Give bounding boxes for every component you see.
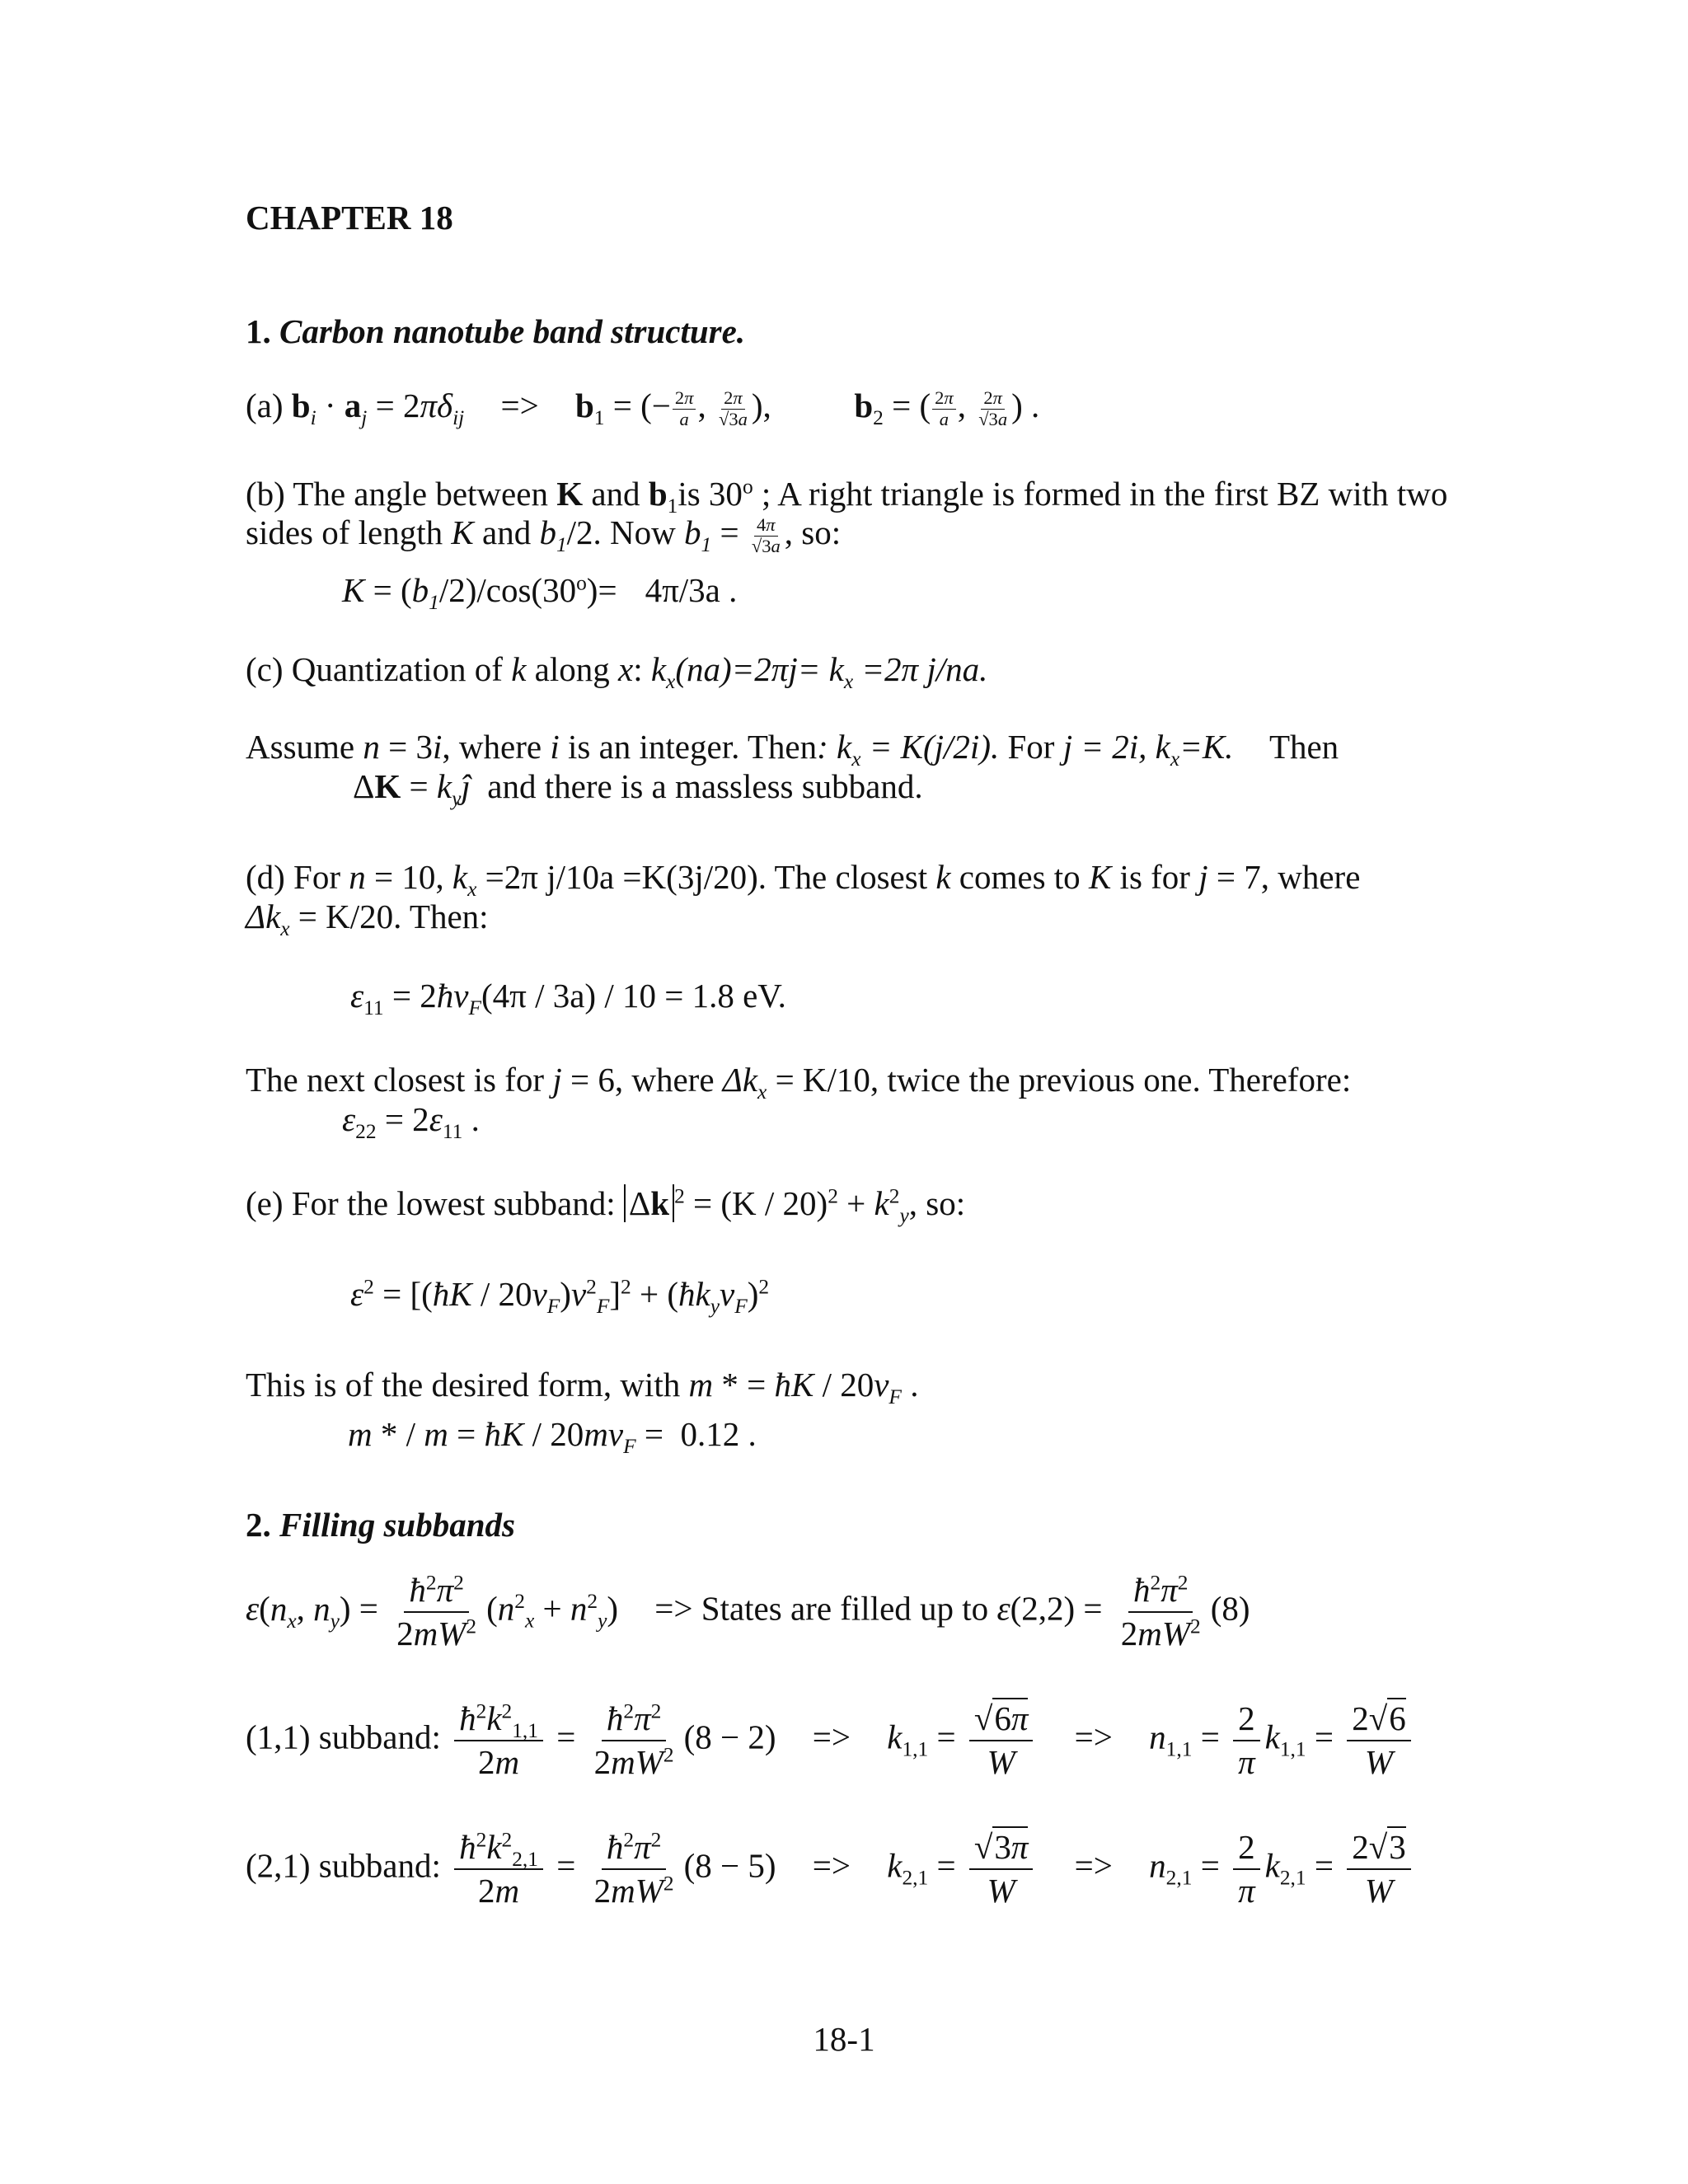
part-d-text: (d) For [246, 858, 341, 896]
eps11-value: (4π / 3a) / 10 = 1.8 eV. [481, 977, 786, 1015]
assume-for: For [1007, 728, 1055, 766]
arrow-2: => [1074, 1718, 1113, 1756]
subband-21-label: (2,1) subband: [246, 1846, 441, 1885]
eps11-equation: $\varepsilon_{11}$ = $2ħv_F(4\pi / 3a) / 10 = 1.8$ eV. [350, 977, 786, 1020]
part-d-n: = 10, [374, 858, 444, 896]
part-d-comes: comes to [959, 858, 1081, 896]
section1-heading [246, 312, 745, 352]
part-c: (c) Quantization of k along x: $k_x(na)=2\pi j= k_x =2\pi$ j/na. [246, 650, 988, 694]
section2-number: 2. [246, 1506, 271, 1544]
delta-k-line: $\Delta K = k_yĵ$ and there is a massless subband. [353, 767, 923, 811]
part-d-kx: =2π j/10a =K(3j/20). The closest [485, 858, 928, 896]
part-b-line2-and: and [482, 513, 532, 551]
part-e-text: (e) For the lowest subband: [246, 1184, 616, 1222]
part-c-along: along [534, 650, 610, 688]
part-d-delta: = K/20. Then: [298, 898, 489, 935]
states-filled-text: => States are filled up to [654, 1589, 989, 1628]
subband-11-label: (1,1) subband: [246, 1718, 441, 1756]
assume-text: Assume [246, 728, 355, 766]
mass-ratio-value: 0.12 . [680, 1415, 757, 1453]
arrow-4: => [1074, 1846, 1113, 1885]
mass-ratio: m * / m = ħK / $20mv_F = 0.12$ . [348, 1415, 757, 1459]
assume-eq: = 3 [388, 728, 433, 766]
subband-21-equation: (2,1) subband: $\frac{ħ^2k^2_{2,1}}{2m}$ = $\frac{ħ^2\pi^2}{2mW^2}$ $(8 - 5) => k_{2,1}$ = $\frac{√3\pi}{W}$ => $n_{2,1}$ = $\frac{2}{\pi}$ $k_{2,1}$ = $\frac{2√3}{W}$ [246, 1828, 1416, 1910]
energy-levels-equation: $\varepsilon(n_x$, $n_y$) = $\frac{ħ^2\pi^2}{2mW^2}$ $(n^2_x + n^2_y)$ => States are filled up to ε(2,2) = $\frac{ħ^2\pi^2}{2mW^2}$ (8) [246, 1571, 1250, 1653]
part-c-eq1: (na)=2πj= [675, 650, 821, 688]
part-b-text: (b) The angle between [246, 475, 548, 513]
part-a: (a) $b_i \cdot a_j = 2\pi\delta_{ij} => b_1$ = (− $\frac{2\pi}{a}$ , $\frac{2\pi}{√3a}$ ), $b_2$ = ( $\frac{2\pi}{a}$ , $\frac{2\pi}{√3a}$ ) . [246, 387, 1040, 430]
section2-heading [246, 1505, 515, 1545]
desired-form-text: This is of the desired form, with [246, 1366, 681, 1404]
k-value: 4π/3a . [645, 571, 738, 609]
section1-number: 1. [246, 312, 271, 350]
part-c-eq2: =2π j/na. [861, 650, 988, 688]
part-b-line2: sides of length K and $b_1/2$. Now $b_1$ = $\frac{4\pi}{√3a}$ , so: [246, 513, 842, 557]
page-number: 18-1 [813, 2020, 875, 2058]
part-d-line2: $\Delta k_x = K/20$. Then: [246, 898, 489, 941]
next-closest-tail: = K/10, twice the previous one. Therefore: [775, 1061, 1352, 1099]
arrow-3: => [812, 1846, 851, 1885]
part-d-isfor: is for [1119, 858, 1190, 896]
part-e-eq: = (K / 20) [693, 1184, 828, 1222]
assume-where: , where [442, 728, 542, 766]
delta-k-text: and there is a massless subband. [487, 767, 923, 805]
part-b-line2-now: /2. Now [566, 513, 676, 551]
part-a-label: (a) [246, 387, 284, 424]
subband-11-equation: (1,1) subband: $\frac{ħ^2k^2_{1,1}}{2m}$ = $\frac{ħ^2\pi^2}{2mW^2}$ $(8 - 2) => k_{1,1}$ = $\frac{√6\pi}{W}$ => $n_{1,1}$ = $\frac{2}{\pi}$ $k_{1,1}$ = $\frac{2√6}{W}$ [246, 1699, 1416, 1782]
part-b-result: $K = (b_1/2)/\cos(30^o)= 4\pi/3a$ . [342, 571, 738, 615]
eps22-eq: = 2 [384, 1100, 429, 1138]
next-closest-line: The next closest is for j = 6, where $\Delta k_x = K/10$, twice the previous one. Therefore: [246, 1061, 1352, 1104]
assume-j: = 2i, [1081, 728, 1147, 766]
assume-then: Then [1268, 728, 1339, 766]
part-e-so: , so: [908, 1184, 966, 1222]
next-closest-text: The next closest is for [246, 1061, 545, 1099]
part-d-line1: (d) For n = 10, $k_x =2\pi$ j/10a =K(3j/20). The closest k comes to K is for j = 7, where [246, 858, 1361, 902]
part-b-text-tail: ; A right triangle is formed in the first BZ with two [761, 475, 1448, 513]
section1-title: Carbon nanotube band structure. [279, 312, 746, 350]
assume-kx: = K(j/2i). [869, 728, 1000, 766]
part-b-line1: (b) The angle between K and $b_1is$ 30$^o$ ; A right triangle is formed in the first BZ with two [246, 475, 1448, 518]
part-c-colon: : [633, 650, 643, 688]
arrow-1: => [812, 1718, 851, 1756]
assume-integer: is an integer. Then [567, 728, 818, 766]
part-b-and: and [591, 475, 640, 513]
eps22-equation: $\varepsilon_{22} = 2\varepsilon_{11}$ . [342, 1100, 480, 1144]
part-b-so: , so: [784, 513, 842, 551]
assume-line: Assume n = 3i, where i is an integer. Then: $k_x = K(j/2i)$. For j = 2i, $k_x=K$. Then [246, 728, 1339, 771]
part-e-line: (e) For the lowest subband: Δk $^2 = (K / 20)^2 + k^2_y$, so: [246, 1184, 966, 1228]
part-b-angle: is 30 [678, 475, 743, 513]
next-closest-j: = 6, where [570, 1061, 715, 1099]
part-d-j7: = 7, where [1216, 858, 1361, 896]
assume-kx-k: =K. [1179, 728, 1234, 766]
desired-form-line: This is of the desired form, with m * = ħK / $20v_F$ . [246, 1366, 919, 1409]
part-b-line2-text: sides of length [246, 513, 443, 551]
part-c-text: (c) Quantization of [246, 650, 503, 688]
section2-title: Filling subbands [279, 1506, 515, 1544]
energy-dispersion: $\varepsilon^2$ = [(ħK / $20v_F)v^2_F]^2$ + $(ħk_yv_F)^2$ [350, 1275, 770, 1319]
chapter-title: CHAPTER 18 [246, 199, 453, 237]
